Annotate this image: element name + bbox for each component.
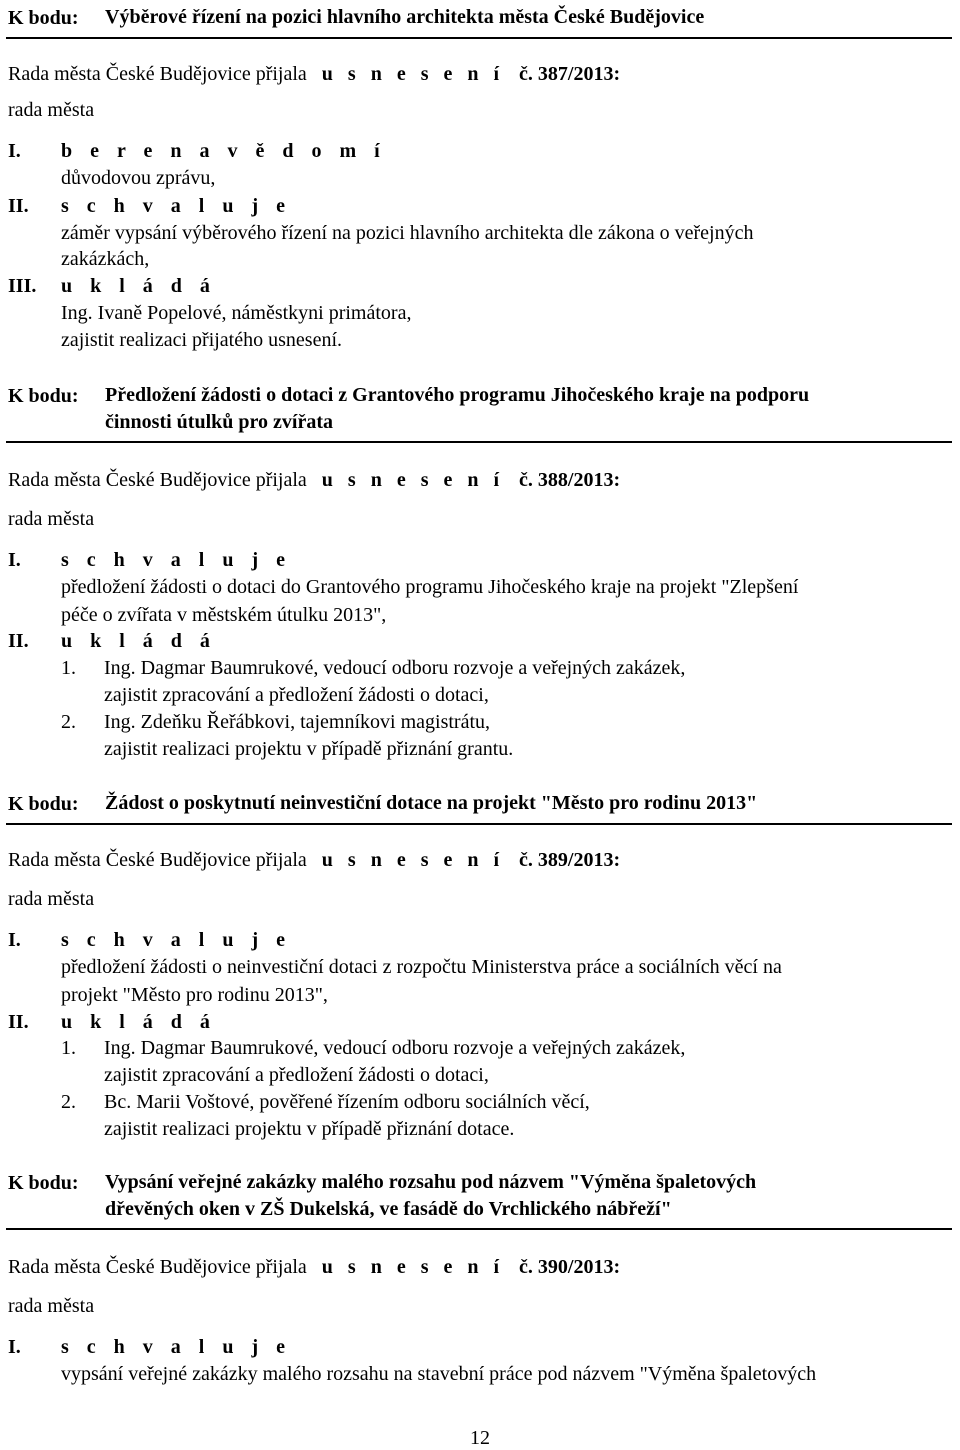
section-text: předložení žádosti o neinvestiční dotaci z rozpočtu Ministerstva práce a sociálních věcí na	[61, 956, 782, 978]
item-title: činnosti útulků pro zvířata	[105, 411, 333, 433]
section-text: zajistit realizaci přijatého usnesení.	[61, 329, 342, 351]
point-text: zajistit realizaci projektu v případě přiznání dotace.	[104, 1118, 515, 1140]
title-underline	[6, 823, 952, 825]
body-label: rada města	[8, 1295, 95, 1317]
k-bodu-label: K bodu:	[8, 1172, 79, 1194]
usneseni-word: u s n e s e n í	[321, 469, 505, 491]
item-title: Žádost o poskytnutí neinvestiční dotace na projekt "Město pro rodinu 2013"	[105, 792, 758, 814]
section-roman: II.	[8, 1011, 29, 1033]
section-text: předložení žádosti o dotaci do Grantového programu Jihočeského kraje na projekt "Zlepšení	[61, 576, 799, 598]
point-text: Ing. Dagmar Baumrukové, vedoucí odboru rozvoje a veřejných zakázek,	[104, 1037, 686, 1059]
section-roman: II.	[8, 630, 29, 652]
section-verb: s c h v a l u j e	[61, 549, 292, 571]
adoption-line	[8, 468, 620, 492]
title-underline	[6, 1228, 952, 1230]
section-text: vypsání veřejné zakázky malého rozsahu na stavební práce pod názvem "Výměna špaletových	[61, 1363, 817, 1385]
title-underline	[6, 441, 952, 443]
section-roman: I.	[8, 549, 21, 571]
section-roman: I.	[8, 1336, 21, 1358]
point-text: Ing. Zdeňku Řeřábkovi, tajemníkovi magistrátu,	[104, 711, 491, 733]
point-text: Ing. Dagmar Baumrukové, vedoucí odboru rozvoje a veřejných zakázek,	[104, 657, 686, 679]
point-number: 1.	[61, 1037, 76, 1059]
adoption-line	[8, 848, 620, 872]
section-verb: b e r e n a v ě d o m í	[61, 140, 387, 162]
point-text: Bc. Marii Voštové, pověřené řízením odboru sociálních věcí,	[104, 1091, 590, 1113]
resolution-number: č. 388/2013:	[519, 469, 621, 491]
adoption-line	[8, 1255, 620, 1279]
section-roman: I.	[8, 140, 21, 162]
item-title: Vypsání veřejné zakázky malého rozsahu pod názvem "Výměna špaletových	[105, 1171, 757, 1193]
usneseni-word: u s n e s e n í	[321, 849, 505, 871]
section-verb: s c h v a l u j e	[61, 1336, 292, 1358]
section-text: zakázkách,	[61, 248, 150, 270]
point-text: zajistit zpracování a předložení žádosti o dotaci,	[104, 684, 489, 706]
k-bodu-label: K bodu:	[8, 793, 79, 815]
resolution-number: č. 390/2013:	[519, 1256, 621, 1278]
page-number: 12	[470, 1427, 490, 1449]
item-title: Výběrové řízení na pozici hlavního architekta města České Budějovice	[105, 6, 705, 28]
adopted-prefix: Rada města České Budějovice přijala	[8, 63, 307, 85]
section-roman: III.	[8, 275, 37, 297]
section-verb: u k l á d á	[61, 275, 217, 297]
section-roman: II.	[8, 195, 29, 217]
point-number: 2.	[61, 1091, 76, 1113]
point-number: 2.	[61, 711, 76, 733]
body-label: rada města	[8, 99, 95, 121]
resolution-number: č. 389/2013:	[519, 849, 621, 871]
adoption-line	[8, 62, 620, 86]
point-number: 1.	[61, 657, 76, 679]
point-text: zajistit realizaci projektu v případě přiznání grantu.	[104, 738, 514, 760]
usneseni-word: u s n e s e n í	[321, 1256, 505, 1278]
resolution-number: č. 387/2013:	[519, 63, 621, 85]
adopted-prefix: Rada města České Budějovice přijala	[8, 1256, 307, 1278]
section-text: projekt "Město pro rodinu 2013",	[61, 984, 328, 1006]
k-bodu-label: K bodu:	[8, 385, 79, 407]
item-title: Předložení žádosti o dotaci z Grantového programu Jihočeského kraje na podporu	[105, 384, 810, 406]
section-verb: s c h v a l u j e	[61, 195, 292, 217]
section-verb: u k l á d á	[61, 630, 217, 652]
section-verb: s c h v a l u j e	[61, 929, 292, 951]
section-text: péče o zvířata v městském útulku 2013",	[61, 604, 387, 626]
section-verb: u k l á d á	[61, 1011, 217, 1033]
body-label: rada města	[8, 508, 95, 530]
adopted-prefix: Rada města České Budějovice přijala	[8, 469, 307, 491]
body-label: rada města	[8, 888, 95, 910]
usneseni-word: u s n e s e n í	[321, 63, 505, 85]
section-roman: I.	[8, 929, 21, 951]
title-underline	[6, 37, 952, 39]
section-text: záměr vypsání výběrového řízení na pozici hlavního architekta dle zákona o veřejných	[61, 222, 754, 244]
point-text: zajistit zpracování a předložení žádosti o dotaci,	[104, 1064, 489, 1086]
section-text: důvodovou zprávu,	[61, 167, 216, 189]
section-text: Ing. Ivaně Popelové, náměstkyni primátora,	[61, 302, 412, 324]
k-bodu-label: K bodu:	[8, 7, 79, 29]
item-title: dřevěných oken v ZŠ Dukelská, ve fasádě do Vrchlického nábřeží"	[105, 1198, 672, 1220]
adopted-prefix: Rada města České Budějovice přijala	[8, 849, 307, 871]
